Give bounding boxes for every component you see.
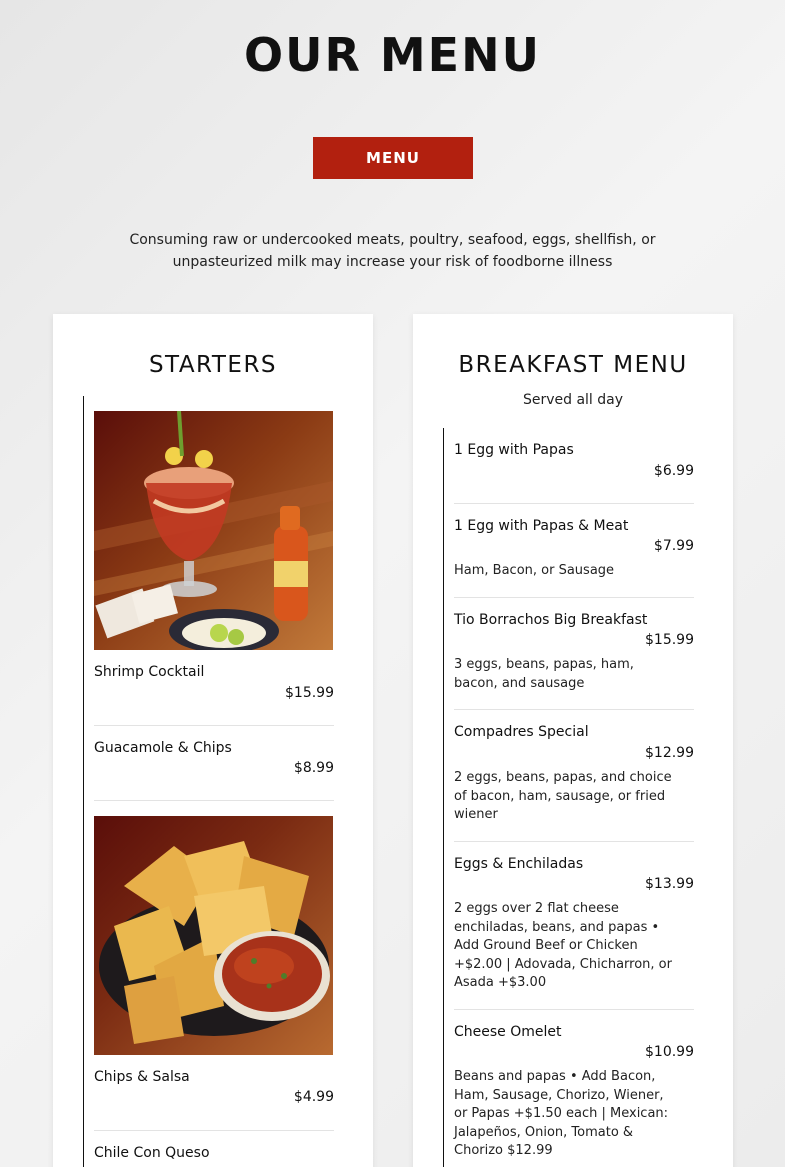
starter-item-price: $8.99 — [293, 760, 334, 776]
chips-salsa-photo — [94, 816, 333, 1055]
breakfast-item-price: $12.99 — [645, 745, 694, 761]
item-separator — [454, 503, 694, 504]
starter-item-name: Chile Con Queso — [94, 1145, 210, 1161]
item-separator — [454, 841, 694, 842]
item-separator — [94, 725, 334, 726]
breakfast-item-name: 1 Egg with Papas — [454, 442, 574, 458]
breakfast-title: BREAKFAST MENU — [458, 352, 688, 378]
shrimp-cocktail-photo — [94, 411, 333, 650]
breakfast-divider — [443, 428, 444, 1167]
breakfast-subtitle: Served all day — [522, 392, 624, 408]
breakfast-item-price: $15.99 — [645, 632, 694, 648]
starters-divider — [83, 396, 84, 1167]
breakfast-item-description: 3 eggs, beans, papas, ham, bacon, and sausage — [454, 657, 634, 691]
starter-item-price: $4.99 — [293, 1089, 334, 1105]
breakfast-item-price: $7.99 — [653, 538, 694, 554]
breakfast-item-name: Compadres Special — [454, 724, 589, 740]
breakfast-item-price: $6.99 — [653, 463, 694, 479]
breakfast-item-description: 2 eggs, beans, papas, and choice of bacon, ham, sausage, or fried wiener — [454, 770, 672, 822]
menu-button[interactable]: MENU — [313, 137, 473, 179]
page-title: OUR MENU — [244, 28, 541, 82]
breakfast-item-description: 2 eggs over 2 flat cheese enchiladas, beans, and papas • Add Ground Beef or Chicken +$2.00 | Adovada, Chicharron, or Asada +$3.00 — [454, 901, 672, 990]
breakfast-item-price: $10.99 — [645, 1044, 694, 1060]
starter-item-price: $15.99 — [285, 685, 334, 701]
item-separator — [454, 597, 694, 598]
breakfast-item-description: Ham, Bacon, or Sausage — [454, 563, 615, 578]
breakfast-item-price: $13.99 — [645, 876, 694, 892]
breakfast-item-name: Eggs & Enchiladas — [454, 856, 584, 872]
breakfast-card — [413, 314, 733, 1167]
starter-item-name: Shrimp Cocktail — [94, 664, 205, 680]
breakfast-item-name: Cheese Omelet — [454, 1024, 562, 1040]
starters-card — [53, 314, 373, 1167]
breakfast-item-description: Beans and papas • Add Bacon, Ham, Sausage, Chorizo, Wiener, or Papas +$1.50 each | Mexican: Jalapeños, Onion, Tomato & Chorizo $12.99 — [454, 1069, 669, 1158]
item-separator — [454, 1009, 694, 1010]
starter-item-name: Guacamole & Chips — [94, 740, 232, 756]
starters-title: STARTERS — [148, 352, 278, 378]
breakfast-item-name: 1 Egg with Papas & Meat — [454, 518, 629, 534]
starter-item-name: Chips & Salsa — [94, 1069, 190, 1085]
breakfast-item-name: Tio Borrachos Big Breakfast — [454, 612, 648, 628]
food-safety-notice: Consuming raw or undercooked meats, poultry, seafood, eggs, shellfish, or unpasteurized milk may increase your risk of foodborne illness — [129, 232, 656, 270]
item-separator — [94, 800, 334, 801]
item-separator — [454, 709, 694, 710]
item-separator — [94, 1130, 334, 1131]
